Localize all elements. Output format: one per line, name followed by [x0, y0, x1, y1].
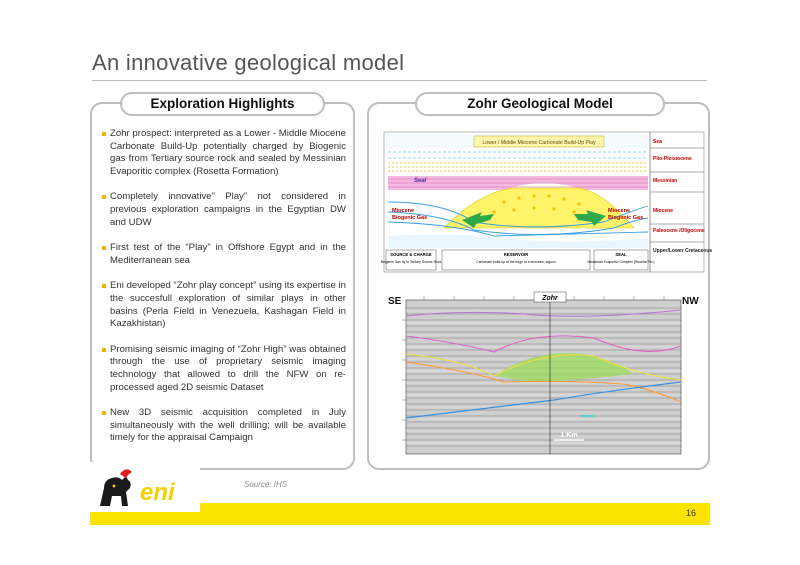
geological-model-header: Zohr Geological Model — [415, 92, 665, 116]
geological-model-panel — [367, 96, 713, 470]
strat-plio-pleistocene: Plio-Pleistocene — [653, 156, 692, 162]
highlight-bullet-6: New 3D seismic acquisition completed in July simultaneously with the well drilling; will be available timely for the appraisal Campaign — [102, 407, 346, 445]
page-number: 16 — [685, 508, 696, 518]
biogenic-gas-left-label: Biogenic Gas — [392, 215, 428, 221]
strat-sea: Sea — [653, 139, 662, 145]
legend-reservoir-text: Carbonate build-up at the edge of a structure, lagoon — [476, 260, 556, 264]
eni-logo — [90, 462, 200, 512]
banner-label: Lower / Middle Miocene Carbonate Build-Up Play — [482, 140, 596, 146]
scale-label: 1 Km — [560, 432, 578, 439]
highlight-bullet-1: Zohr prospect: interpreted as a Lower - Middle Miocene Carbonate Build-Up potentially charged by Biogenic gas from Tertiary source rock and sealed by Messinian Evaporitic complex (Rosetta Formation) — [102, 128, 346, 178]
exploration-highlights-header: Exploration Highlights — [120, 92, 325, 116]
strat-miocene: Miocene — [653, 208, 674, 214]
title-divider — [92, 80, 707, 81]
geological-cross-section — [380, 132, 713, 272]
seismic-section — [384, 290, 704, 456]
highlight-bullet-3: First test of the “Play” in Offshore Egypt and in the Mediterranean sea — [102, 242, 346, 267]
legend-seal-text: Messinian Evaporitic Complex (Rosetta Fm.) — [587, 260, 655, 264]
legend-seal-title: SEAL — [615, 252, 627, 257]
exploration-highlights-panel — [90, 96, 355, 470]
strat-cretaceous: Upper/Lower Cretaceous — [653, 248, 713, 254]
legend-source-text: Biogenic Gas by in Tertiary Source Rock — [380, 260, 442, 264]
strat-paleocene-oligocene: Paleocene /Oligocene — [653, 228, 705, 234]
slide-title: An innovative geological model — [92, 50, 405, 75]
seal-label: Seal — [414, 178, 427, 184]
highlight-bullet-4: Eni developed “Zohr play concept” using its expertise in the succesfull exploration of similar plays in other basins (Perla Field in Venezuela, Kashagan Field in Kazakhistan) — [102, 280, 346, 330]
biogenic-gas-right-label: Biogenic Gas — [608, 215, 644, 221]
highlight-bullet-2: Completely innovative” Play” not considered in previous exploration campaigns in the Egyptian DW and UDW — [102, 191, 346, 229]
highlight-bullet-5: Promising seismic imaging of “Zohr High” was obtained through the use of proprietary seismic imaging technology that allowed to drill the NFW on re-processed aged 2D seismic Dataset — [102, 344, 346, 394]
nw-label: NW — [682, 296, 699, 307]
svg-text:eni: eni — [140, 479, 175, 506]
highlights-list — [102, 128, 346, 458]
se-label: SE — [388, 296, 402, 307]
miocene-left-label: Miocene — [392, 208, 415, 214]
legend-reservoir-title: RESERVOIR — [503, 252, 529, 257]
legend-source-title: SOURCE & CHARGE — [390, 252, 432, 257]
well-label: Zohr — [542, 295, 558, 302]
miocene-right-label: Miocene — [608, 208, 631, 214]
source-note: Source: IHS — [244, 480, 288, 489]
strat-messinian: Messinian — [653, 178, 678, 184]
